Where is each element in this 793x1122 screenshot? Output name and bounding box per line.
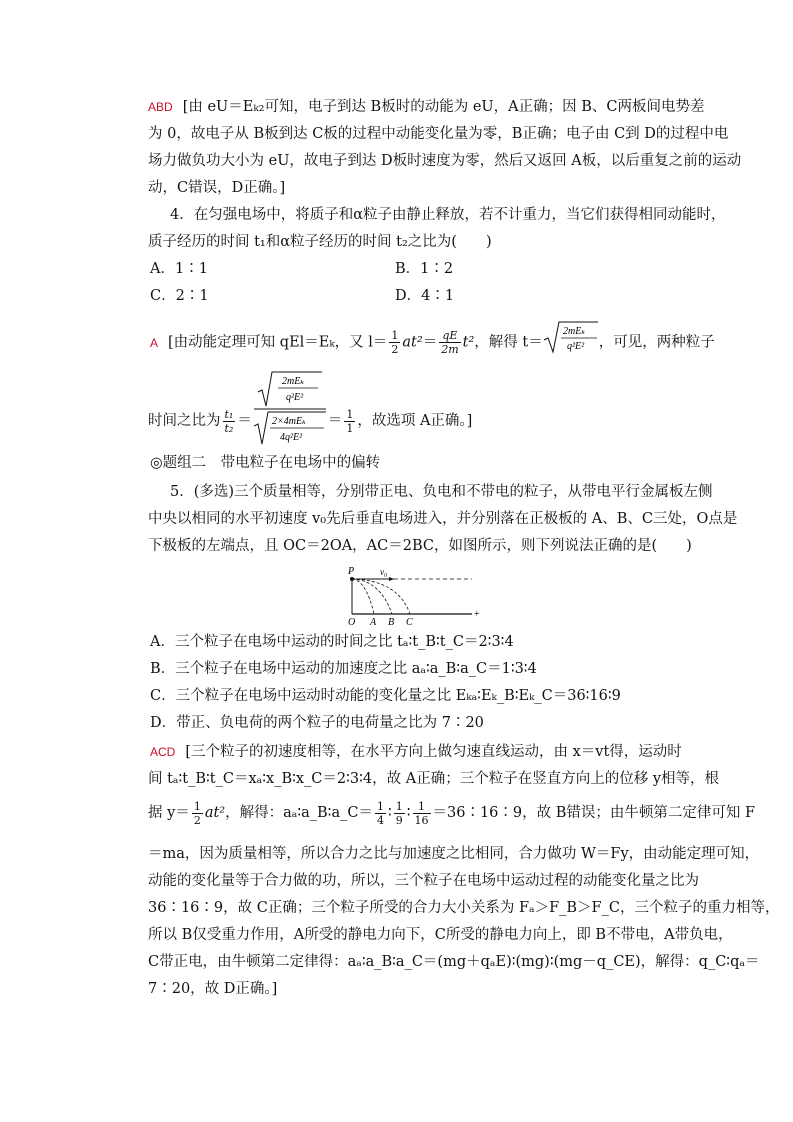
fraction-t1-t2: $\frac{\text{t₁}}{\text{t₂}}$ — [224, 407, 234, 435]
sqrt-expression — [543, 320, 599, 365]
question-4-option-a: A．1∶1 — [150, 261, 208, 277]
answer-3-line-4: 动，C错误，D正确。] — [148, 180, 286, 196]
answer-5-line-1: ACD [三个粒子的初速度相等，在水平方向上做匀速直线运动，由 x＝vt得，运动时 — [150, 744, 682, 760]
answer-3-line-3: 场力做负功大小为 eU，故电子到达 D板时速度为零，然后又返回 A板，以后重复之前的运动 — [148, 153, 742, 169]
label-p: P — [348, 566, 355, 577]
answer-5-line-8: C带正电，由牛顿第二定律得：aₐ∶a_B∶a_C＝(mg＋qₐE)∶(mg)∶(mg－q_CE)，解得：q_C∶qₐ＝ — [148, 954, 760, 970]
svg-text:q²E²: q²E² — [285, 392, 303, 403]
fraction-one-ninth: $\frac{1}{9}$ — [395, 799, 403, 827]
label-c: C — [406, 617, 413, 628]
answer-5-line-7: 所以 B仅受重力作用，A所受的静电力向下，C所受的静电力向上，即 B不带电，A带负电， — [148, 927, 733, 943]
question-5-line-3: 下极板的左端点，且 OC＝2OA，AC＝2BC，如图所示，则下列说法正确的是( ) — [148, 538, 692, 554]
section-heading-group-2: ◎题组二 带电粒子在电场中的偏转 — [150, 455, 381, 471]
answer-5-line-3: 据 y＝ $\frac{1}{2}$ at²，解得：aₐ∶a_B∶a_C＝ $\frac{1}{4}$ ∶ $\frac{1}{9}$ ∶ $\frac{1}{16}$ ＝36∶16∶9，故 B错误；由牛顿第二定律可知 F — [148, 799, 756, 827]
label-b: B — [388, 617, 395, 628]
answer-label: ACD — [150, 745, 176, 759]
question-5-option-a: A．三个粒子在电场中运动的时间之比 tₐ∶t_B∶t_C＝2∶3∶4 — [150, 634, 514, 650]
answer-4-line-1: A [由动能定理可知 qEl＝Eₖ，又 l＝ $\frac{1}{2}$ at²＝ $\frac{qE}{2m}$ t²，解得 t＝ 2mEₖ q²E² ，可见，两种粒子 — [150, 320, 715, 365]
sqrt-denominator: q²E² — [566, 341, 584, 352]
answer-4-line-2: 时间之比为 $\frac{\text{t₁}}{\text{t₂}}$ ＝ 2mEₖ q²E² 2×4mEₖ 4q²E² ＝ $\frac{1}{1}$ ，故选项 A正确。] — [148, 370, 472, 472]
answer-label: A — [150, 335, 159, 350]
label-a: A — [370, 617, 377, 628]
answer-5-line-4: ＝ma，因为质量相等，所以合力之比与加速度之比相同，合力做功 W＝Fy，由动能定理可知， — [148, 846, 760, 862]
question-4-line-1: 4．在匀强电场中，将质子和α粒子由静止释放，若不计重力，当它们获得相同动能时， — [170, 207, 726, 223]
svg-text:2×4mEₖ: 2×4mEₖ — [271, 416, 306, 427]
fraction-one-fourth: $\frac{1}{4}$ — [376, 799, 384, 827]
question-4-option-d: D．4∶1 — [395, 288, 455, 304]
question-5-option-d: D．带正、负电荷的两个粒子的电荷量之比为 7∶20 — [150, 715, 484, 731]
answer-5-line-5: 动能的变化量等于合力做的功，所以，三个粒子在电场中运动过程的动能变化量之比为 — [148, 873, 699, 889]
question-4-option-c: C．2∶1 — [150, 288, 209, 304]
answer-5-line-2: 间 tₐ∶t_B∶t_C＝xₐ∶x_B∶x_C＝2∶3∶4，故 A正确；三个粒子在竖直方向上的位移 y相等，根 — [148, 771, 720, 787]
question-5-option-c: C．三个粒子在电场中运动时动能的变化量之比 Eₖₐ∶Eₖ_B∶Eₖ_C＝36∶16∶9 — [150, 688, 621, 704]
fraction-qe-2m: $\frac{qE}{2m}$ — [441, 329, 459, 356]
answer-label: ABD — [148, 100, 173, 114]
question-5-line-1: 5．(多选)三个质量相等，分别带正电、负电和不带电的粒子，从带电平行金属板左侧 — [170, 484, 713, 500]
answer-5-line-9: 7∶20，故 D正确。] — [148, 981, 278, 997]
label-o: O — [348, 617, 356, 628]
label-v0: v₀ — [380, 567, 388, 577]
svg-text:2mEₖ: 2mEₖ — [281, 376, 304, 387]
velocity-arrowhead — [389, 577, 394, 581]
question-5-option-b: B．三个粒子在电场中运动的加速度之比 aₐ∶a_B∶a_C＝1∶3∶4 — [150, 661, 537, 677]
fraction-half: $\frac{1}{2}$ — [391, 329, 399, 356]
question-5-line-2: 中央以相同的水平初速度 v₀先后垂直电场进入，并分别落在正极板的 A、B、C三处，O点是 — [148, 511, 738, 527]
trajectory-c — [352, 579, 410, 614]
sqrt-numerator: 2mEₖ — [562, 326, 585, 337]
svg-text:4q²E²: 4q²E² — [279, 432, 302, 443]
answer-3-line-1: ABD [由 eU＝Eₖ₂可知，电子到达 B板时的动能为 eU，A正确；因 B、C两板间电势差 — [148, 99, 705, 115]
question-4-line-2: 质子经历的时间 t₁和α粒子经历的时间 t₂之比为( ) — [148, 234, 492, 250]
parallel-plate-figure — [340, 562, 490, 628]
fraction-one-sixteenth: $\frac{1}{16}$ — [414, 799, 429, 827]
fraction-one-one: $\frac{1}{1}$ — [346, 407, 354, 435]
fraction-half: $\frac{1}{2}$ — [193, 799, 201, 827]
trajectory-a — [352, 579, 374, 614]
answer-3-line-2: 为 0，故电子从 B板到达 C板的过程中动能变化量为零，B正确；电子由 C到 D的过程中电 — [148, 126, 729, 142]
answer-5-line-6: 36∶16∶9，故 C正确；三个粒子所受的合力大小关系为 Fₐ＞F_B＞F_C，三个粒子的重力相等， — [148, 900, 780, 916]
label-plus: + — [474, 609, 480, 620]
question-4-option-b: B．1∶2 — [395, 261, 454, 277]
trajectory-b — [352, 579, 392, 614]
